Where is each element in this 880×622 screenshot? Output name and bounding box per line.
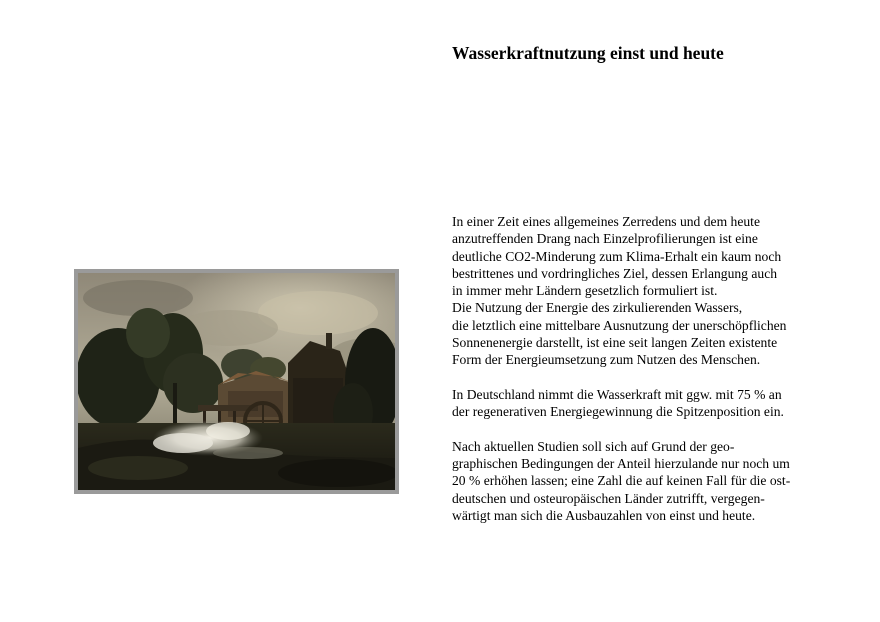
text-line: Die Nutzung der Energie des zirkulierenden Wassers, — [452, 300, 743, 316]
text-line: Form der Energieumsetzung zum Nutzen des Menschen. — [452, 352, 761, 368]
paragraph-3 — [452, 438, 852, 524]
text-line: In Deutschland nimmt die Wasserkraft mit ggw. mit 75 % an — [452, 386, 782, 402]
text-line: in immer mehr Ländern gesetzlich formuliert ist. — [452, 283, 718, 299]
paragraph-2 — [452, 386, 852, 421]
text-line: 20 % erhöhen lassen; eine Zahl die auf keinen Fall für die ost- — [452, 473, 791, 489]
painting-frame — [74, 269, 399, 494]
watermill-painting — [78, 273, 395, 490]
body-text — [452, 213, 852, 524]
text-line: Nach aktuellen Studien soll sich auf Grund der geo- — [452, 438, 735, 454]
text-line: anzutreffenden Drang nach Einzelprofilierungen ist eine — [452, 231, 758, 247]
text-line: die letztlich eine mittelbare Ausnutzung der unerschöpflichen — [452, 317, 787, 333]
text-line: deutschen und osteuropäischen Länder zutrifft, vergegen- — [452, 490, 765, 506]
text-line: bestrittenes und vordringliches Ziel, dessen Erlangung auch — [452, 265, 778, 281]
text-line: deutliche CO2-Minderung zum Klima-Erhalt ein kaum noch — [452, 248, 782, 264]
text-line: der regenerativen Energiegewinnung die Spitzenposition ein. — [452, 404, 784, 420]
text-line: Sonnenenergie darstellt, ist eine seit langen Zeiten existente — [452, 335, 778, 351]
text-line: In einer Zeit eines allgemeines Zerredens und dem heute — [452, 214, 760, 229]
text-line: graphischen Bedingungen der Anteil hierzulande nur noch um — [452, 456, 790, 472]
paragraph-1 — [452, 213, 852, 369]
page-title: Wasserkraftnutzung einst und heute — [452, 43, 724, 63]
text-line: wärtigt man sich die Ausbauzahlen von einst und heute. — [452, 508, 756, 524]
